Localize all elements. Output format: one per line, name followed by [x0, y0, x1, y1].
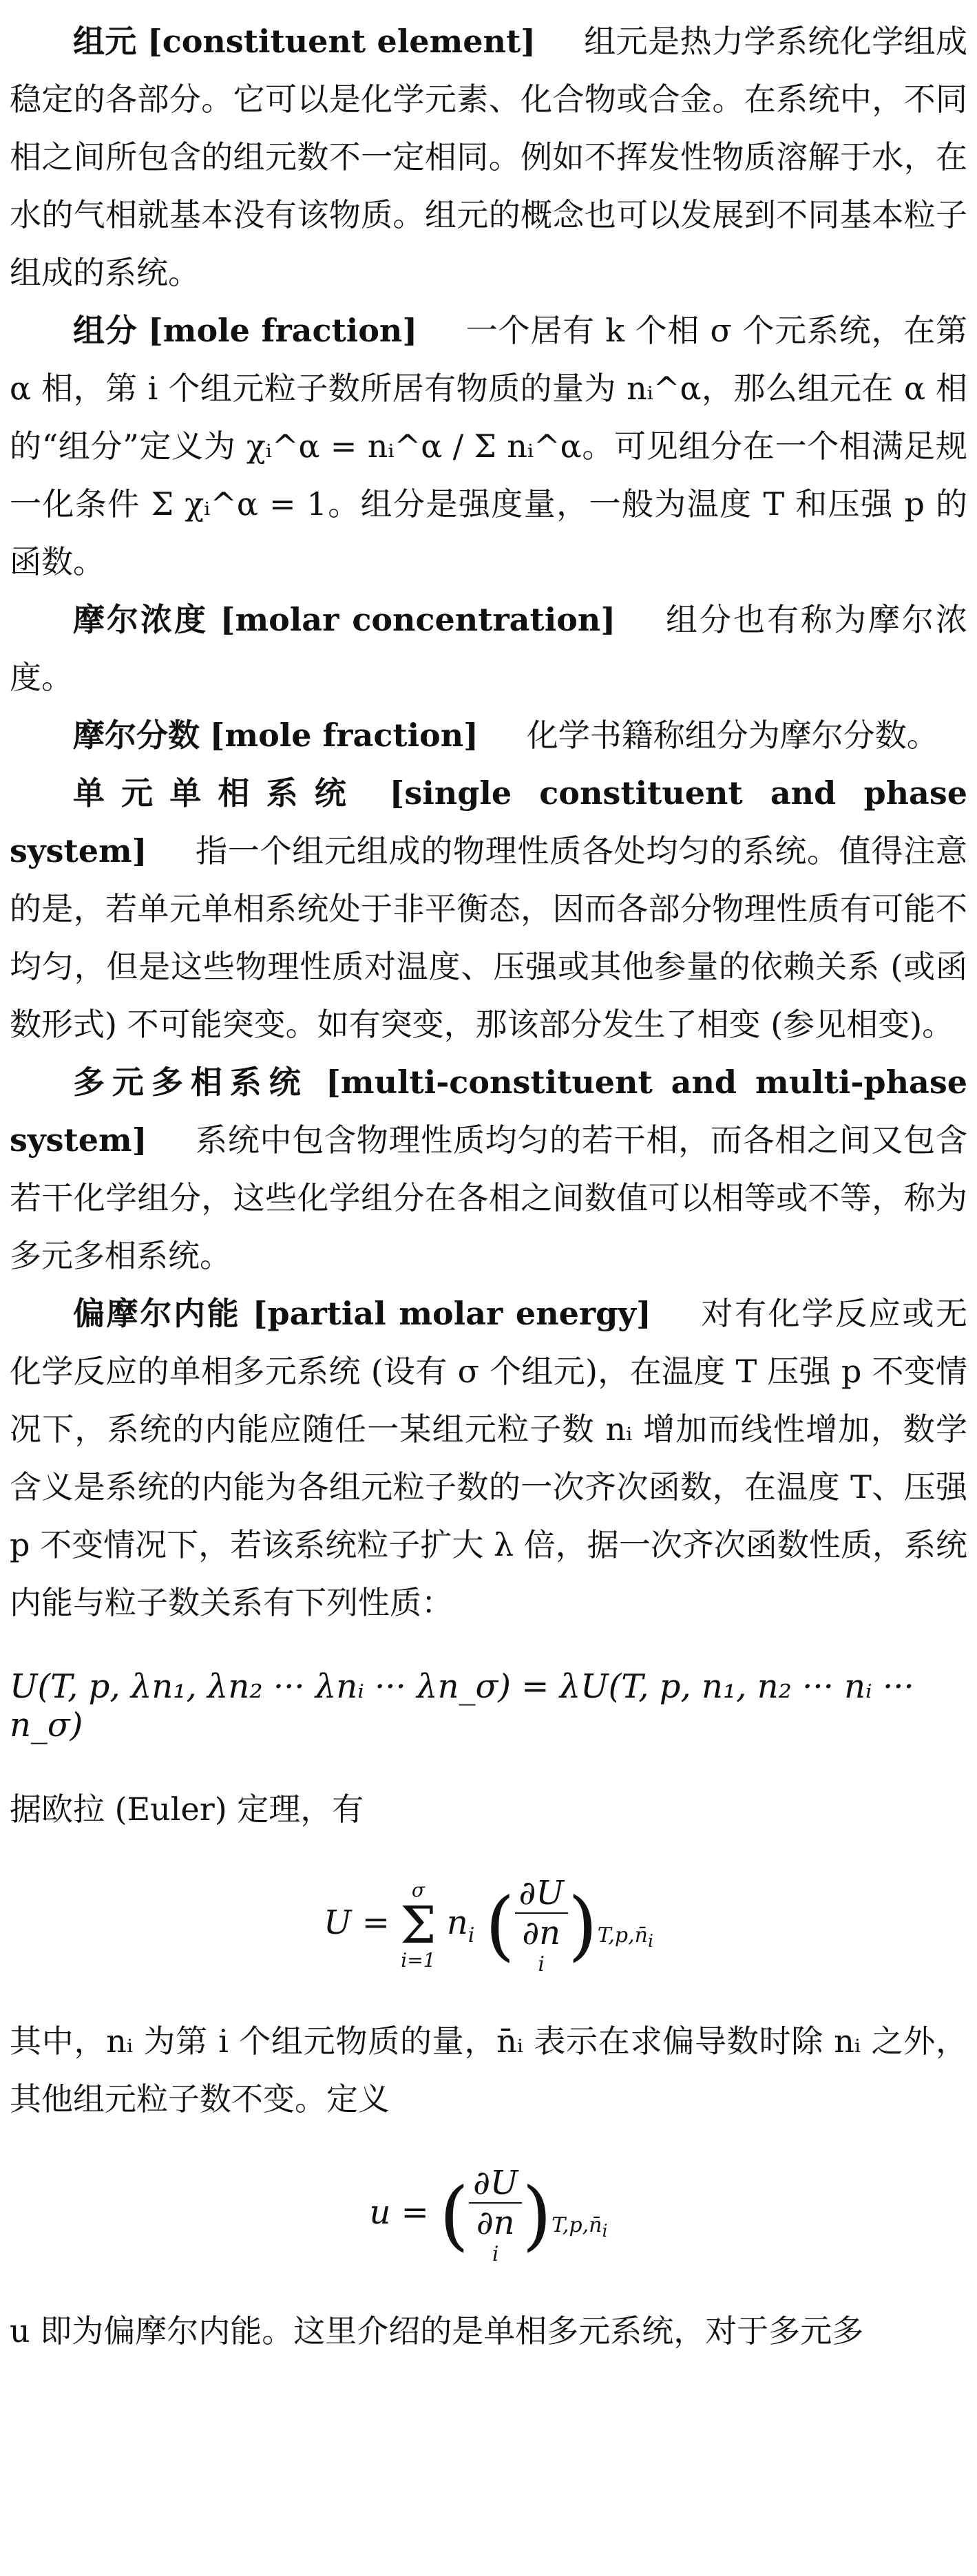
entry-term: 多元多相系统	[73, 1064, 308, 1101]
entry-english: [constituent element]	[147, 23, 536, 60]
entry-term: 组元	[73, 23, 137, 60]
entry-term: 单元单相系统	[73, 774, 363, 812]
entry-mole-fraction-chem	[10, 706, 967, 764]
entry-body: 对有化学反应或无化学反应的单相多元系统 (设有 σ 个组元)，在温度 T 压强 p 不变情况下，系统的内能应随任一某组元粒子数 nᵢ 增加而线性增加，数学含义是系统的内能为各组元粒子数的一次齐次函数，在温度 T、压强 p 不变情况下，若该系统粒子扩大 λ 倍，据一次齐次函数性质，系统内能与粒子数关系有下列性质：	[10, 1295, 968, 1621]
entry-body: 指一个组元组成的物理性质各处均匀的系统。值得注意的是，若单元单相系统处于非平衡态，因而各部分物理性质有可能不均匀，但是这些物理性质对温度、压强或其他参量的依赖关系 (或函数形式) 不可能突变。如有突变，那该部分发生了相变 (参见相变)。	[10, 832, 968, 1043]
entry-body: 一个居有 k 个相 σ 个元系统，在第 α 相，第 i 个组元粒子数所居有物质的量为 nᵢ^α，那么组元在 α 相的“组分”定义为 χᵢ^α = nᵢ^α ∕ Σ nᵢ^α。可见组分在一个相满足规一化条件 Σ χᵢ^α = 1。组分是强度量，一般为温度 T 和压强 p 的函数。	[10, 312, 968, 580]
entry-term: 偏摩尔内能	[73, 1295, 241, 1332]
equation-definition: u = ( ∂U ∂n i )$_{T,p,n̄_i}$	[369, 2164, 608, 2266]
entry-body: 组元是热力学系统化学组成稳定的各部分。它可以是化学元素、化合物或合金。在系统中，不同相之间所包含的组元数不一定相同。例如不挥发性物质溶解于水，在水的气相就基本没有该物质。组元的概念也可以发展到不同基本粒子组成的系统。	[10, 23, 968, 291]
entry-mole-fraction	[10, 302, 967, 591]
entry-term: 摩尔分数	[73, 717, 200, 754]
entry-english: [partial molar energy]	[252, 1295, 651, 1332]
entry-multi-constituent-system	[10, 1053, 967, 1285]
entry-molar-concentration	[10, 591, 967, 706]
entry-body: 系统中包含物理性质均匀的若干相，而各相之间又包含若干化学组分，这些化学组分在各相之间数值可以相等或不等，称为多元多相系统。	[10, 1121, 968, 1274]
conclusion-text: u 即为偏摩尔内能。这里介绍的是单相多元系统，对于多元多	[10, 2312, 864, 2350]
entry-constituent-element	[10, 12, 967, 302]
equation-euler: U = σ Σ i=1 $n_i$ ( ∂U ∂n i )$_{T,p,n̄_i}$	[324, 1874, 653, 1976]
entry-term: 摩尔浓度	[73, 601, 209, 638]
entry-english: [molar concentration]	[220, 601, 616, 638]
entry-body: 化学书籍称组分为摩尔分数。	[526, 717, 938, 754]
explanation-text: 其中，nᵢ 为第 i 个组元物质的量，n̄ᵢ 表示在求偏导数时除 nᵢ 之外，其他组元粒子数不变。定义	[10, 2023, 967, 2118]
entry-english: [mole fraction]	[209, 717, 479, 754]
entry-partial-molar-energy	[10, 1285, 967, 1632]
entry-term: 组分	[73, 312, 138, 349]
entry-english: [single constituent and phase system]	[10, 774, 968, 869]
euler-intro: 据欧拉 (Euler) 定理，有	[10, 1791, 364, 1828]
entry-english: [mole fraction]	[148, 312, 418, 349]
entry-english: [multi-constituent and multi-phase system]	[10, 1064, 968, 1159]
sum-symbol: σ Σ i=1	[400, 1878, 437, 1972]
entry-body: 组分也有称为摩尔浓度。	[10, 601, 968, 696]
entry-single-constituent-system	[10, 764, 967, 1053]
equation-homogeneity: U(T, p, λn₁, λn₂ ··· λnᵢ ··· λn_σ) = λU(T, p, n₁, n₂ ··· nᵢ ··· n_σ)	[10, 1667, 914, 1744]
